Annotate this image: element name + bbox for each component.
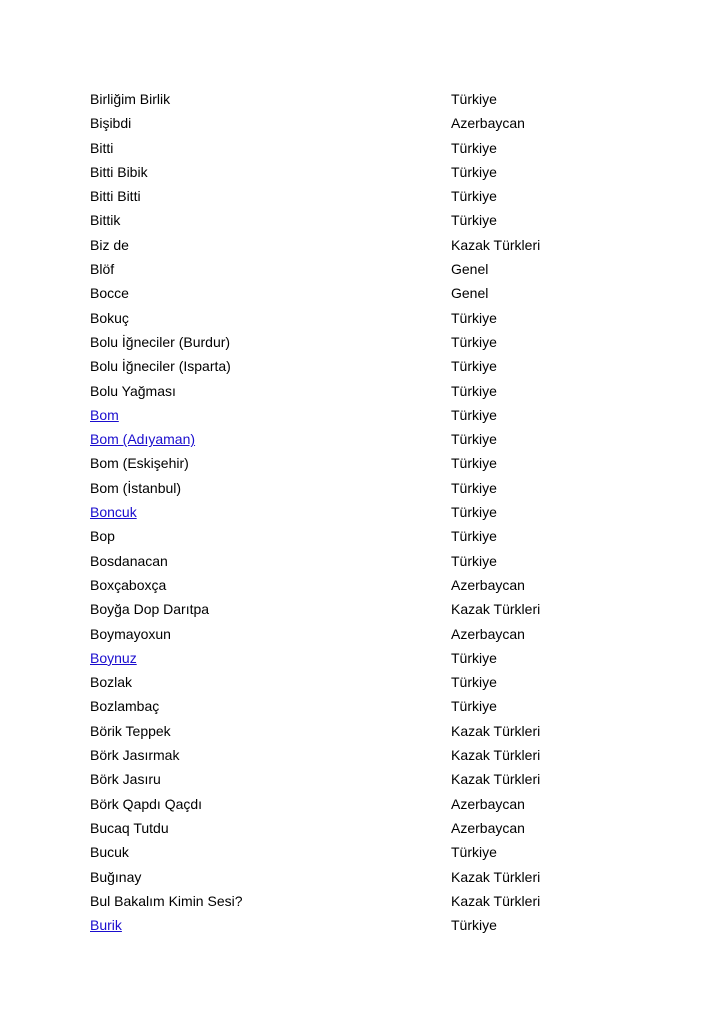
game-name: Boymayoxun: [90, 625, 171, 642]
table-row: [90, 890, 610, 914]
game-name: Birliğim Birlik: [90, 91, 171, 107]
table-row: [90, 720, 610, 744]
table-row: [90, 501, 610, 525]
game-region: Kazak Türkleri: [451, 722, 541, 739]
game-region: Türkiye: [451, 674, 497, 691]
game-region: Türkiye: [451, 844, 497, 861]
table-row: [90, 817, 610, 841]
game-name: Bolu İğneciler (Burdur): [90, 333, 231, 350]
game-region: Azerbaycan: [451, 576, 525, 593]
game-region: Türkiye: [451, 163, 497, 180]
game-region: Kazak Türkleri: [451, 771, 541, 788]
game-region: Azerbaycan: [451, 819, 525, 836]
table-row: [90, 866, 610, 890]
game-name: Bucuk: [90, 844, 129, 861]
game-name: Bom (Eskişehir): [90, 455, 189, 472]
game-region: Türkiye: [451, 479, 497, 496]
table-row: [90, 428, 610, 452]
game-name: Bitti: [90, 139, 114, 156]
table-row: [90, 380, 610, 404]
table-row: [90, 671, 610, 695]
game-region: Azerbaycan: [451, 795, 525, 812]
game-name-link[interactable]: Bom (Adıyaman): [90, 431, 196, 448]
game-name: Boxçaboxça: [90, 576, 167, 593]
game-region: Türkiye: [451, 917, 497, 934]
game-region: Türkiye: [451, 528, 497, 545]
game-name-link[interactable]: Bom: [90, 406, 119, 423]
table-row: [90, 793, 610, 817]
table-row: [90, 647, 610, 671]
game-region: Türkiye: [451, 504, 497, 521]
game-region: Kazak Türkleri: [451, 747, 541, 764]
game-region: Kazak Türkleri: [451, 601, 541, 618]
game-name: Blöf: [90, 261, 115, 278]
game-name-link[interactable]: Boncuk: [90, 504, 137, 521]
game-name: Bişibdi: [90, 115, 132, 132]
games-table: [90, 88, 610, 938]
game-region: Azerbaycan: [451, 625, 525, 642]
game-name: Bitti Bitti: [90, 188, 141, 205]
table-row: [90, 598, 610, 622]
game-region: Türkiye: [451, 698, 497, 715]
game-region: Türkiye: [451, 406, 497, 423]
game-name: Bitti Bibik: [90, 163, 148, 180]
game-name: Bittik: [90, 212, 121, 229]
game-name: Börk Jasıru: [90, 771, 161, 788]
game-name: Bokuç: [90, 309, 129, 326]
table-row: [90, 768, 610, 792]
table-row: [90, 307, 610, 331]
table-row: [90, 452, 610, 476]
table-row: [90, 258, 610, 282]
game-name: Bocce: [90, 285, 129, 302]
game-name: Bozlak: [90, 674, 133, 691]
game-region: Genel: [451, 261, 489, 278]
table-row: [90, 550, 610, 574]
table-row: [90, 234, 610, 258]
game-name: Börik Teppek: [90, 722, 171, 739]
game-name-link[interactable]: Burik: [90, 917, 122, 934]
table-row: [90, 695, 610, 719]
game-region: Türkiye: [451, 382, 497, 399]
table-row: [90, 282, 610, 306]
game-name: Bosdanacan: [90, 552, 168, 569]
game-region: Türkiye: [451, 309, 497, 326]
game-name: Börk Jasırmak: [90, 747, 180, 764]
table-row: [90, 525, 610, 549]
game-name: Bolu İğneciler (Isparta): [90, 358, 231, 375]
game-name: Bul Bakalım Kimin Sesi?: [90, 892, 243, 909]
table-row: [90, 477, 610, 501]
table-row: [90, 161, 610, 185]
game-region: Kazak Türkleri: [451, 236, 541, 253]
table-row: [90, 185, 610, 209]
table-row: [90, 209, 610, 233]
table-row: [90, 404, 610, 428]
game-name: Bop: [90, 528, 115, 545]
table-row: [90, 623, 610, 647]
game-name: Bozlambaç: [90, 698, 160, 715]
game-region: Türkiye: [451, 455, 497, 472]
table-row: [90, 914, 610, 938]
game-name: Biz de: [90, 236, 129, 253]
game-name: Börk Qapdı Qaçdı: [90, 795, 203, 812]
game-region: Türkiye: [451, 212, 497, 229]
game-name: Buğınay: [90, 868, 142, 885]
game-region: Türkiye: [451, 552, 497, 569]
game-name-link[interactable]: Boynuz: [90, 649, 137, 666]
game-region: Türkiye: [451, 431, 497, 448]
game-region: Kazak Türkleri: [451, 868, 541, 885]
game-region: Türkiye: [451, 188, 497, 205]
table-row: [90, 574, 610, 598]
table-row: [90, 137, 610, 161]
game-region: Türkiye: [451, 139, 497, 156]
game-region: Türkiye: [451, 358, 497, 375]
game-region: Genel: [451, 285, 489, 302]
game-name: Bolu Yağması: [90, 382, 176, 399]
table-row: [90, 744, 610, 768]
game-name: Bom (İstanbul): [90, 479, 182, 496]
table-row: [90, 112, 610, 136]
game-region: Türkiye: [451, 91, 497, 107]
table-row: [90, 841, 610, 865]
game-region: Türkiye: [451, 649, 497, 666]
game-region: Azerbaycan: [451, 115, 525, 132]
table-row: [90, 331, 610, 355]
table-row: [90, 355, 610, 379]
game-name: Boyğa Dop Darıtpa: [90, 601, 210, 618]
game-name: Bucaq Tutdu: [90, 819, 169, 836]
game-region: Kazak Türkleri: [451, 892, 541, 909]
table-row: [90, 88, 610, 112]
game-region: Türkiye: [451, 333, 497, 350]
